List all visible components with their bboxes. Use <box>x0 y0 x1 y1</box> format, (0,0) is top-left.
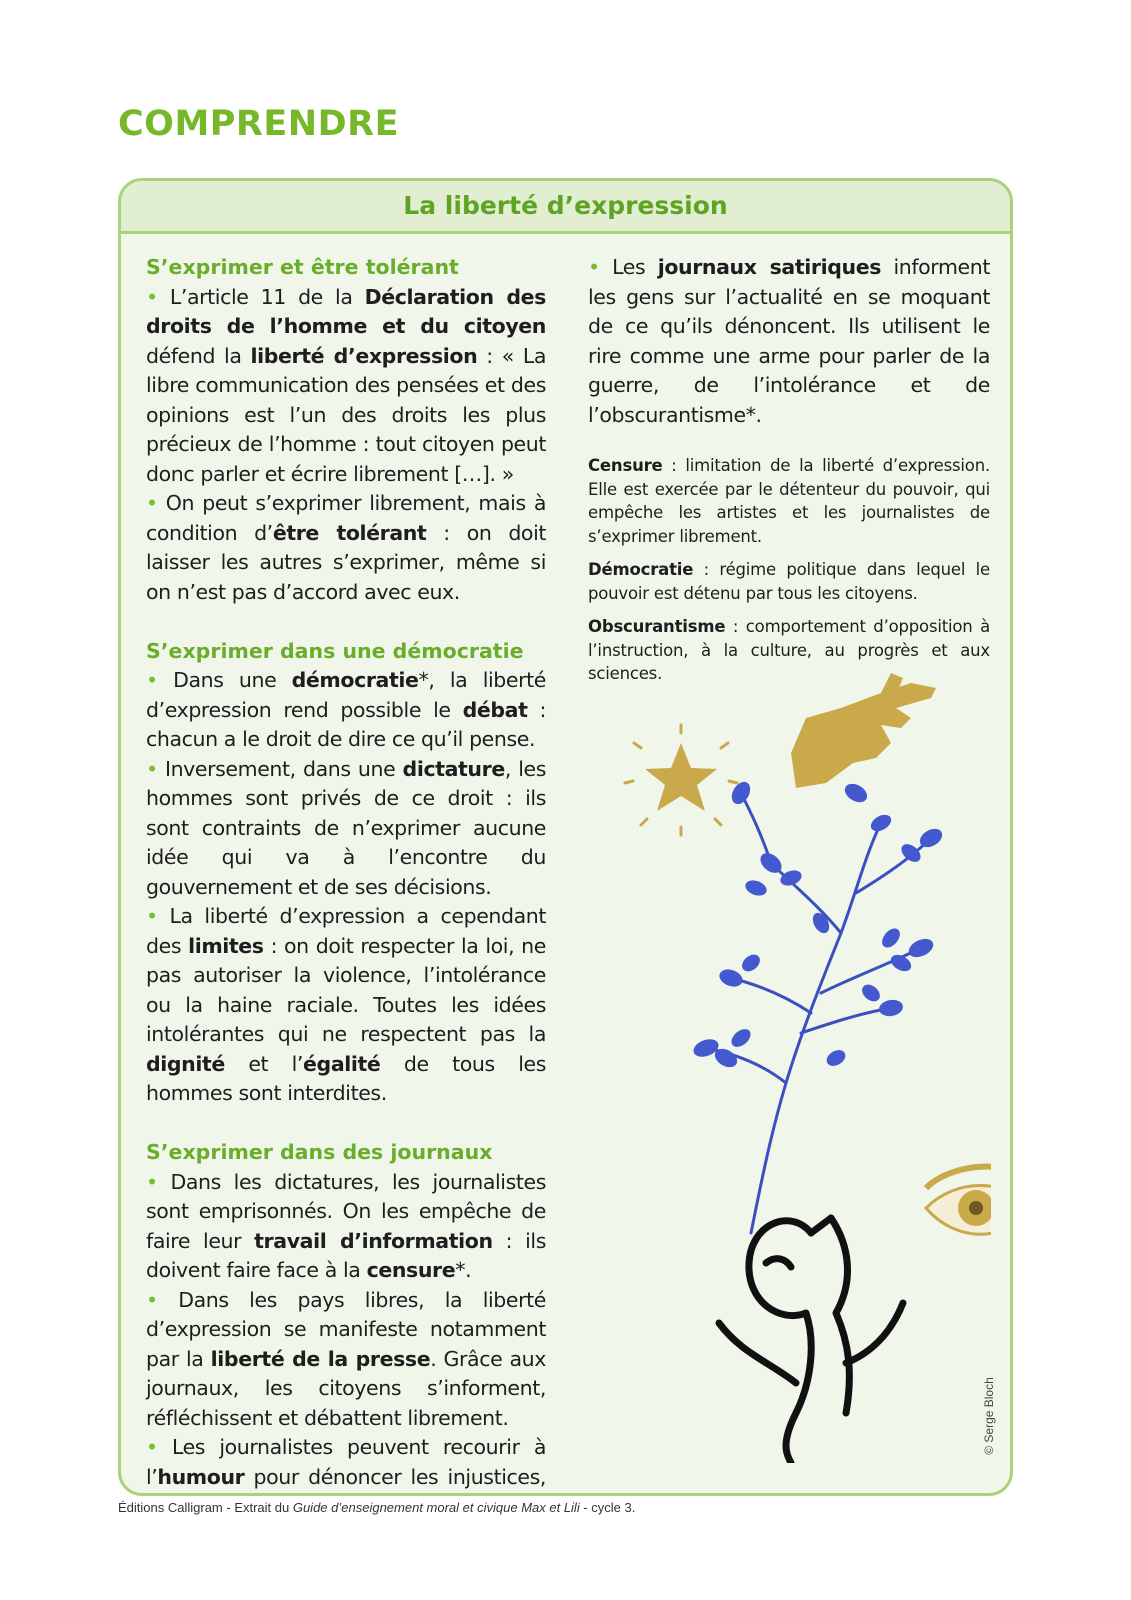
box-title: La liberté d’expression <box>403 191 728 220</box>
paragraph: • Dans les pays libres, la liberté d’expression se manifeste notamment par la liberté de la presse. Grâce aux journaux, les citoyens s’informent, réfléchissent et débattent librement. <box>146 1287 546 1430</box>
photo-credit: © Serge Bloch <box>982 1377 996 1455</box>
box-header <box>121 181 1010 234</box>
illustration <box>591 663 991 1463</box>
paragraph: • Inversement, dans une dictature, les hommes sont privés de ce droit : ils sont contraints de n’exprimer aucune idée qui va à l’encontre du gouvernement et de ses décisions. <box>146 756 546 899</box>
glossary-entry: Censure : limitation de la liberté d’expression. Elle est exercée par le détenteur du pouvoir, qui empêche les artistes et les journalistes de s’exprimer librement. <box>588 456 990 546</box>
paragraph: • La liberté d’expression a cependant des limites : on doit respecter la loi, ne pas autoriser la violence, l’intolérance ou la haine raciale. Toutes les idées intolérantes qui ne respectent pas la dignité et l’égalité de tous les hommes sont interdites. <box>146 904 547 1105</box>
paragraph: • Dans les dictatures, les journalistes sont emprisonnés. On les empêche de faire leur travail d’information : ils doivent faire face à la censure*. <box>146 1169 546 1282</box>
section-title: S’exprimer et être tolérant <box>146 255 459 279</box>
paragraph: • Les journalistes peuvent recourir à l’humour pour dénoncer les injustices, <box>146 1435 547 1489</box>
person-figure <box>719 1218 903 1463</box>
paragraph: • Dans une démocratie*, la liberté d’expression rend possible le débat : chacun a le droit de dire ce qu’il pense. <box>146 668 547 751</box>
pointing-hand-icon <box>791 673 936 788</box>
glossary-entry: Obscurantisme : comportement d’opposition à l’instruction, à la culture, au progrès et aux sciences. <box>588 617 990 683</box>
footer: Éditions Calligram - Extrait du Guide d’enseignement moral et civique Max et Lili - cycle 3. <box>118 1500 636 1515</box>
eye-icon <box>926 1167 991 1235</box>
right-column <box>588 253 990 696</box>
left-column <box>146 253 546 1496</box>
paragraph: • On peut s’exprimer librement, mais à condition d’être tolérant : on doit laisser les autres s’exprimer, même si on n’est pas d’accord avec eux. <box>146 491 547 604</box>
section-title: S’exprimer dans des journaux <box>146 1140 493 1164</box>
star-icon <box>625 725 737 835</box>
page-title: COMPRENDRE <box>118 104 399 144</box>
section-title: S’exprimer dans une démocratie <box>146 638 524 663</box>
content-box <box>118 178 1013 1496</box>
glossary-entry: Démocratie : régime politique dans lequel le pouvoir est détenu par tous les citoyens. <box>588 560 990 603</box>
paragraph: • Les journaux satiriques informent les gens sur l’actualité en se moquant de ce qu’ils dénoncent. Ils utilisent le rire comme une arme pour parler de la guerre, de l’intolérance et de l’obscurantisme*. <box>588 255 990 427</box>
paragraph: • L’article 11 de la Déclaration des droits de l’homme et du citoyen défend la liberté d’expression : « La libre communication des pensées et des opinions est l’un des droits les plus précieux de l’homme : tout citoyen peut donc parler et écrire librement […]. » <box>146 284 547 486</box>
